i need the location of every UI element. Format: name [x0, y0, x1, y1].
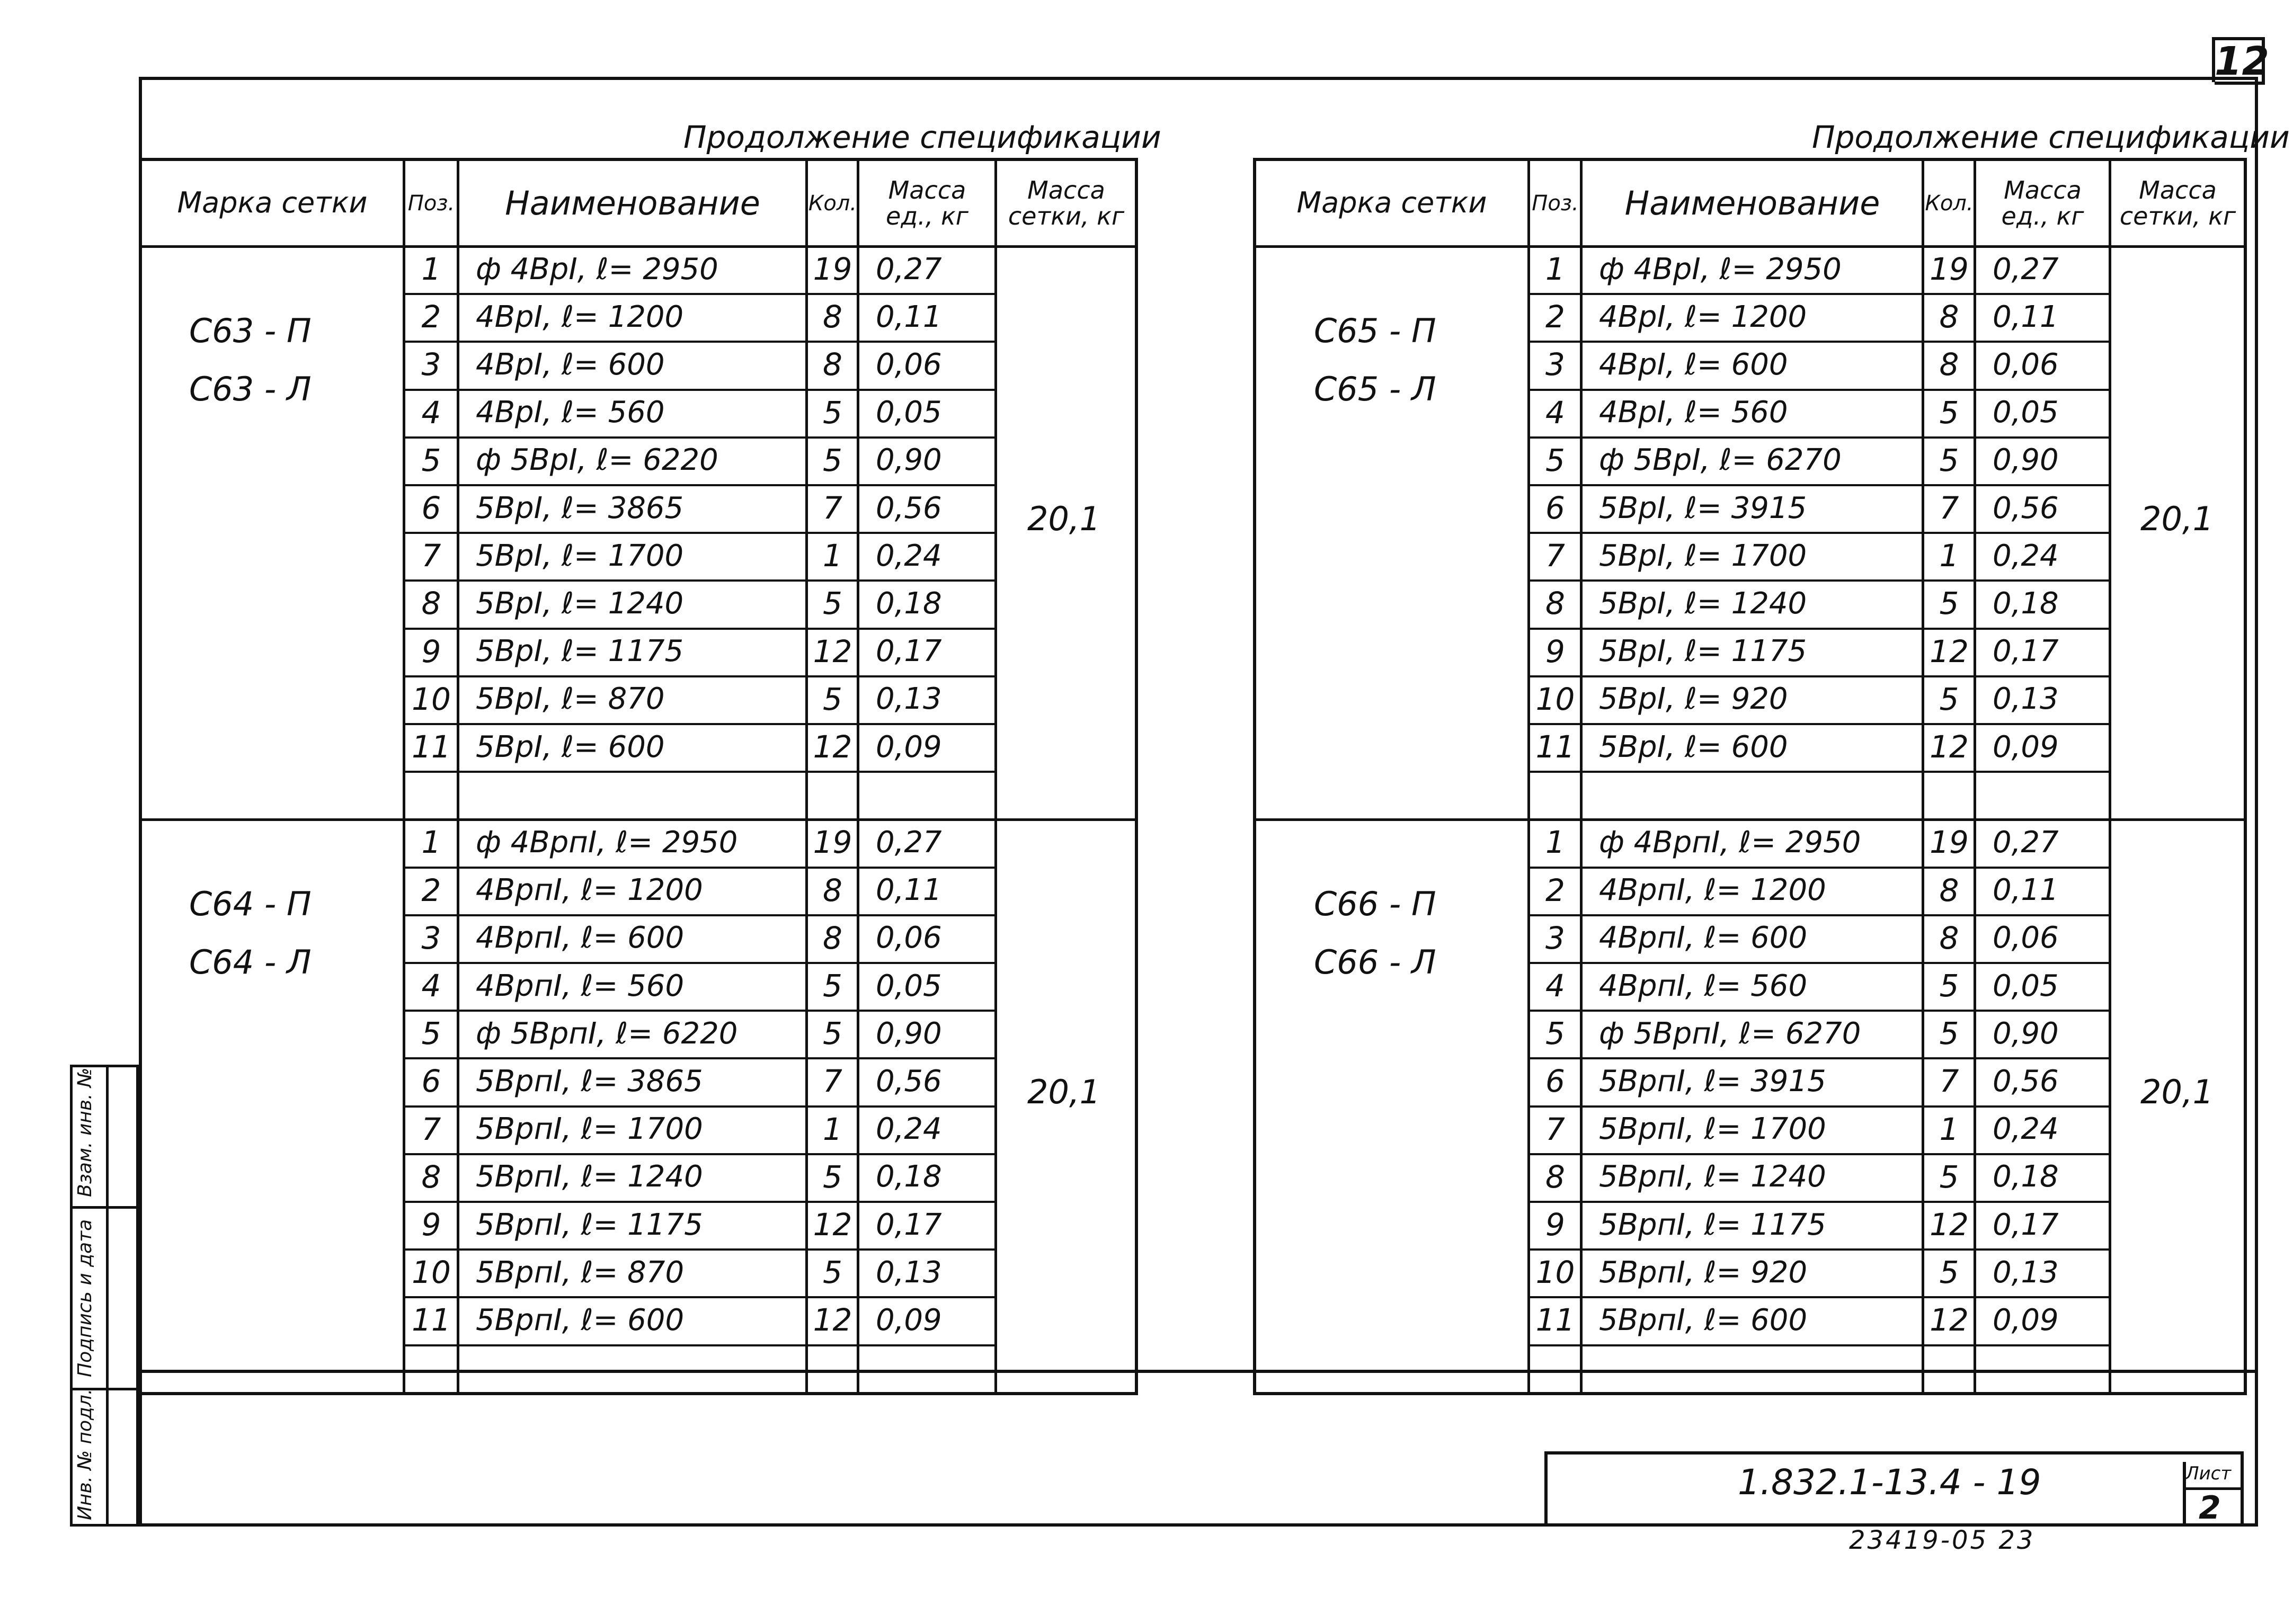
- cell-qty: 1: [1939, 538, 1959, 574]
- cell-mass: 0,13: [1993, 682, 2059, 717]
- cell-pos: [1531, 1344, 1580, 1392]
- cell-qty: 19: [813, 251, 852, 288]
- cell-name: ф 5ВрI, ℓ= 6270: [1599, 443, 1842, 478]
- cell-pos: 10: [1535, 1254, 1575, 1291]
- header-grid-mass: Масса сетки, кг: [1008, 176, 1125, 230]
- cell-qty: 5: [1939, 585, 1959, 622]
- cell-pos: 6: [1545, 490, 1565, 527]
- cell-qty: 8: [823, 299, 842, 335]
- header-pos: Поз.: [1532, 191, 1579, 216]
- column-divider: [1974, 158, 1976, 1392]
- title-block-sheet-number: 2: [2199, 1489, 2221, 1527]
- cell-pos: 4: [1545, 968, 1565, 1004]
- table-left-border: [139, 158, 142, 1395]
- cell-pos: 11: [412, 1302, 451, 1339]
- cell-mass: 0,17: [876, 1207, 942, 1242]
- cell-qty: 12: [813, 1302, 852, 1339]
- cell-pos: 9: [421, 633, 441, 670]
- cell-mass: 0,18: [1993, 1159, 2059, 1194]
- cell-qty: [808, 1344, 857, 1392]
- cell-name: 5ВрI, ℓ= 1175: [1599, 634, 1807, 669]
- cell-pos: 1: [1545, 251, 1565, 288]
- cell-name: [460, 1344, 805, 1392]
- cell-qty: 8: [823, 920, 842, 956]
- cell-qty: 5: [1939, 1158, 1959, 1195]
- cell-name: 5ВрпI, ℓ= 1175: [476, 1207, 703, 1242]
- cell-qty: 5: [1939, 442, 1959, 478]
- grid-total-mass: 20,1: [1027, 1073, 1101, 1112]
- column-divider: [1922, 158, 1924, 1392]
- cell-name: [1583, 1344, 1922, 1392]
- cell-mass: 0,06: [1993, 921, 2059, 956]
- cell-pos: 4: [421, 394, 441, 431]
- cell-pos: 2: [1545, 299, 1565, 335]
- cell-pos: 7: [1545, 538, 1565, 574]
- cell-mass: 0,18: [1993, 586, 2059, 621]
- cell-qty: 12: [1930, 633, 1969, 670]
- cell-mass: 0,13: [1993, 1255, 2059, 1290]
- cell-pos: 2: [1545, 872, 1565, 908]
- cell-pos: 10: [412, 681, 451, 717]
- cell-name: 5ВрI, ℓ= 1700: [476, 538, 684, 573]
- cell-qty: 12: [1930, 1207, 1969, 1243]
- cell-pos: 6: [421, 1063, 441, 1100]
- cell-name: 5ВрпI, ℓ= 600: [476, 1302, 685, 1337]
- cell-qty: 7: [823, 1063, 842, 1100]
- cell-pos: 5: [1545, 442, 1565, 478]
- cell-name: 4ВрI, ℓ= 1200: [1599, 299, 1807, 334]
- cell-name: [460, 771, 805, 818]
- cell-mass: 0,24: [876, 1112, 942, 1147]
- cell-name: 5ВрпI, ℓ= 1240: [476, 1159, 703, 1194]
- cell-qty: 5: [1939, 968, 1959, 1004]
- grid-mark: С65 - П: [1314, 311, 1436, 350]
- grid-mark: С66 - П: [1314, 885, 1436, 924]
- cell-name: 5ВрI, ℓ= 600: [1599, 729, 1788, 764]
- cell-name: ф 5ВрпI, ℓ= 6270: [1599, 1016, 1861, 1051]
- cell-name: 5ВрI, ℓ= 3865: [476, 490, 684, 525]
- cell-mass: 0,05: [1993, 968, 2059, 1003]
- cell-pos: 4: [421, 968, 441, 1004]
- cell-name: 4ВрпI, ℓ= 560: [1599, 968, 1808, 1003]
- cell-pos: 2: [421, 299, 441, 335]
- cell-name: 5ВрпI, ℓ= 3915: [1599, 1064, 1826, 1099]
- cell-name: 5ВрпI, ℓ= 920: [1599, 1255, 1808, 1290]
- cell-name: 5ВрI, ℓ= 1240: [476, 586, 684, 621]
- cell-pos: [406, 1344, 457, 1392]
- cell-name: 4ВрI, ℓ= 560: [1599, 395, 1788, 430]
- cell-qty: 19: [1930, 824, 1969, 861]
- cell-mass: 0,17: [1993, 1207, 2059, 1242]
- tables-bottom-rule: [139, 1370, 2258, 1373]
- cell-qty: 5: [823, 1015, 842, 1052]
- cell-mass: 0,06: [876, 347, 942, 382]
- header-name: Наименование: [505, 183, 760, 222]
- cell-pos: 7: [421, 1111, 441, 1147]
- cell-name: ф 5ВрI, ℓ= 6220: [476, 443, 718, 478]
- cell-pos: 1: [421, 824, 441, 861]
- grid-mark: С63 - Л: [189, 370, 312, 408]
- header-name: Наименование: [1624, 183, 1880, 222]
- left-table-caption: Продолжение спецификации: [683, 119, 1161, 155]
- cell-mass: 0,11: [876, 299, 942, 334]
- cell-pos: 7: [1545, 1111, 1565, 1147]
- cell-qty: 7: [1939, 1063, 1959, 1100]
- cell-qty: 8: [823, 872, 842, 908]
- cell-name: ф 4ВрI, ℓ= 2950: [476, 252, 718, 287]
- grid-total-mass: 20,1: [2140, 1073, 2214, 1112]
- cell-mass: 0,27: [876, 252, 942, 287]
- side-label-replacement: Взам. инв. №: [74, 1067, 96, 1197]
- cell-pos: 3: [1545, 920, 1565, 956]
- cell-name: 5ВрпI, ℓ= 1700: [476, 1112, 703, 1147]
- cell-qty: [1925, 771, 1974, 818]
- cell-mass: 0,56: [876, 1064, 942, 1099]
- cell-pos: 11: [412, 729, 451, 765]
- header-qty: Кол.: [808, 191, 857, 216]
- cell-pos: 8: [421, 585, 441, 622]
- cell-qty: 12: [813, 1207, 852, 1243]
- cell-mass: 0,90: [1993, 1016, 2059, 1051]
- cell-mass: 0,11: [1993, 873, 2059, 908]
- side-strip-divider: [106, 1065, 109, 1527]
- cell-name: 4ВрпI, ℓ= 1200: [476, 873, 703, 908]
- cell-mass: 0,24: [1993, 538, 2059, 573]
- header-grid-mass: Масса сетки, кг: [2119, 176, 2236, 230]
- cell-name: 4ВрпI, ℓ= 600: [1599, 921, 1808, 956]
- cell-qty: 5: [823, 1158, 842, 1195]
- cell-name: 4ВрпI, ℓ= 560: [476, 968, 685, 1003]
- cell-qty: 5: [823, 1254, 842, 1291]
- cell-pos: 6: [421, 490, 441, 527]
- cell-name: 5ВрI, ℓ= 3915: [1599, 490, 1807, 525]
- cell-mass: 0,18: [876, 586, 942, 621]
- cell-mass: 0,05: [1993, 395, 2059, 430]
- column-divider: [857, 158, 859, 1392]
- cell-name: 5ВрпI, ℓ= 3865: [476, 1064, 703, 1099]
- cell-qty: 8: [1939, 872, 1959, 908]
- cell-pos: 3: [421, 346, 441, 383]
- grid-mark: С66 - Л: [1314, 943, 1436, 982]
- cell-name: 5ВрпI, ℓ= 1700: [1599, 1112, 1826, 1147]
- cell-qty: 5: [1939, 1254, 1959, 1291]
- cell-qty: 8: [823, 346, 842, 383]
- cell-mass: 0,09: [876, 729, 942, 764]
- cell-mass: 0,05: [876, 968, 942, 1003]
- cell-pos: 3: [1545, 346, 1565, 383]
- cell-qty: 1: [823, 1111, 842, 1147]
- inventory-number: 23419-05 23: [1849, 1525, 2036, 1555]
- cell-qty: 8: [1939, 346, 1959, 383]
- table-right-border: [1135, 158, 1138, 1395]
- cell-mass: 0,11: [1993, 299, 2059, 334]
- side-strip-divider: [70, 1206, 139, 1209]
- cell-mass: 0,09: [876, 1302, 942, 1337]
- cell-name: 4ВрI, ℓ= 600: [1599, 347, 1788, 382]
- cell-qty: 7: [823, 490, 842, 527]
- cell-qty: 5: [823, 968, 842, 1004]
- grid-mark: С64 - Л: [189, 943, 312, 982]
- header-mark: Марка сетки: [1296, 186, 1487, 220]
- cell-pos: [1531, 771, 1580, 818]
- header-unit-mass: Масса ед., кг: [886, 176, 968, 230]
- column-divider: [457, 158, 459, 1392]
- cell-name: 5ВрI, ℓ= 1175: [476, 634, 684, 669]
- cell-name: 5ВрпI, ℓ= 1175: [1599, 1207, 1826, 1242]
- cell-qty: 8: [1939, 299, 1959, 335]
- cell-pos: 3: [421, 920, 441, 956]
- cell-name: [1583, 771, 1922, 818]
- right-table-caption: Продолжение спецификации: [1812, 119, 2290, 155]
- document-code: 1.832.1-13.4 - 19: [1738, 1462, 2041, 1503]
- cell-name: 4ВрI, ℓ= 560: [476, 395, 665, 430]
- column-divider: [1580, 158, 1583, 1392]
- cell-mass: 0,06: [1993, 347, 2059, 382]
- cell-pos: 10: [1535, 681, 1575, 717]
- cell-mass: 0,06: [876, 921, 942, 956]
- cell-mass: 0,27: [1993, 825, 2059, 860]
- cell-pos: 10: [412, 1254, 451, 1291]
- header-mark: Марка сетки: [177, 186, 368, 220]
- cell-mass: 0,17: [876, 634, 942, 669]
- column-divider: [2109, 158, 2111, 1392]
- cell-mass: 0,09: [1993, 1302, 2059, 1337]
- cell-name: 5ВрпI, ℓ= 1240: [1599, 1159, 1826, 1194]
- cell-name: 4ВрпI, ℓ= 600: [476, 921, 685, 956]
- cell-pos: [406, 771, 457, 818]
- cell-name: 4ВрI, ℓ= 600: [476, 347, 665, 382]
- cell-mass: [1977, 771, 2109, 818]
- cell-mass: 0,09: [1993, 729, 2059, 764]
- cell-qty: 5: [823, 442, 842, 478]
- header-qty: Кол.: [1925, 191, 1974, 216]
- cell-pos: 2: [421, 872, 441, 908]
- cell-qty: 12: [1930, 1302, 1969, 1339]
- cell-pos: 9: [1545, 633, 1565, 670]
- cell-qty: 19: [1930, 251, 1969, 288]
- cell-pos: 1: [1545, 824, 1565, 861]
- column-divider: [403, 158, 405, 1392]
- cell-pos: 11: [1535, 1302, 1575, 1339]
- cell-name: 5ВрI, ℓ= 600: [476, 729, 665, 764]
- table-right-border: [2244, 158, 2247, 1395]
- cell-qty: 8: [1939, 920, 1959, 956]
- table-bottom-border: [1253, 1392, 2244, 1395]
- cell-pos: 11: [1535, 729, 1575, 765]
- cell-mass: 0,13: [876, 682, 942, 717]
- cell-qty: 5: [1939, 1015, 1959, 1052]
- column-divider: [994, 158, 997, 1392]
- cell-pos: 5: [421, 1015, 441, 1052]
- cell-mass: 0,05: [876, 395, 942, 430]
- cell-qty: 19: [813, 824, 852, 861]
- cell-pos: 8: [1545, 585, 1565, 622]
- cell-qty: 5: [1939, 394, 1959, 431]
- cell-mass: [860, 1344, 994, 1392]
- cell-name: 4ВрI, ℓ= 1200: [476, 299, 684, 334]
- table-bottom-border: [139, 1392, 1135, 1395]
- cell-qty: 5: [823, 681, 842, 717]
- cell-name: 5ВрI, ℓ= 1700: [1599, 538, 1807, 573]
- cell-pos: 7: [421, 538, 441, 574]
- cell-name: ф 4ВрпI, ℓ= 2950: [1599, 825, 1861, 860]
- cell-pos: 9: [1545, 1207, 1565, 1243]
- cell-qty: 12: [813, 729, 852, 765]
- cell-mass: 0,24: [876, 538, 942, 573]
- cell-name: 5ВрI, ℓ= 870: [476, 682, 665, 717]
- cell-name: 5ВрI, ℓ= 1240: [1599, 586, 1807, 621]
- cell-qty: 5: [823, 585, 842, 622]
- cell-mass: 0,18: [876, 1159, 942, 1194]
- title-block-sheet-label: Лист: [2185, 1463, 2232, 1484]
- sheet-number: 12: [2215, 37, 2265, 85]
- cell-qty: 5: [1939, 681, 1959, 717]
- header-pos: Поз.: [407, 191, 455, 216]
- cell-qty: 5: [823, 394, 842, 431]
- cell-mass: 0,90: [1993, 443, 2059, 478]
- cell-mass: 0,24: [1993, 1112, 2059, 1147]
- cell-mass: 0,90: [876, 443, 942, 478]
- cell-mass: 0,90: [876, 1016, 942, 1051]
- cell-mass: 0,56: [876, 490, 942, 525]
- cell-mass: 0,56: [1993, 1064, 2059, 1099]
- cell-name: 4ВрпI, ℓ= 1200: [1599, 873, 1826, 908]
- cell-pos: 5: [1545, 1015, 1565, 1052]
- cell-qty: [1925, 1344, 1974, 1392]
- cell-qty: 12: [1930, 729, 1969, 765]
- header-unit-mass: Масса ед., кг: [2001, 176, 2084, 230]
- cell-mass: 0,27: [1993, 252, 2059, 287]
- cell-qty: 12: [813, 633, 852, 670]
- cell-mass: [1977, 1344, 2109, 1392]
- grid-mark: С65 - Л: [1314, 370, 1436, 408]
- cell-mass: [860, 771, 994, 818]
- cell-mass: 0,11: [876, 873, 942, 908]
- cell-name: ф 4ВрI, ℓ= 2950: [1599, 252, 1842, 287]
- grid-total-mass: 20,1: [2140, 499, 2214, 538]
- cell-name: ф 5ВрпI, ℓ= 6220: [476, 1016, 738, 1051]
- cell-qty: [808, 771, 857, 818]
- column-divider: [805, 158, 808, 1392]
- cell-pos: 5: [421, 442, 441, 478]
- cell-pos: 8: [1545, 1158, 1565, 1195]
- grid-total-mass: 20,1: [1027, 499, 1101, 538]
- cell-mass: 0,13: [876, 1255, 942, 1290]
- cell-pos: 9: [421, 1207, 441, 1243]
- cell-pos: 1: [421, 251, 441, 288]
- cell-name: 5ВрI, ℓ= 920: [1599, 682, 1788, 717]
- cell-pos: 6: [1545, 1063, 1565, 1100]
- cell-qty: 1: [823, 538, 842, 574]
- cell-mass: 0,17: [1993, 634, 2059, 669]
- grid-mark: С64 - П: [189, 885, 312, 924]
- column-divider: [1527, 158, 1530, 1392]
- cell-qty: 7: [1939, 490, 1959, 527]
- cell-qty: 1: [1939, 1111, 1959, 1147]
- side-label-inventory: Инв. № подл.: [74, 1388, 96, 1520]
- cell-name: ф 4ВрпI, ℓ= 2950: [476, 825, 738, 860]
- cell-name: 5ВрпI, ℓ= 600: [1599, 1302, 1808, 1337]
- cell-mass: 0,56: [1993, 490, 2059, 525]
- cell-name: 5ВрпI, ℓ= 870: [476, 1255, 685, 1290]
- side-label-signature: Подпись и дата: [74, 1219, 96, 1377]
- grid-mark: С63 - П: [189, 311, 312, 350]
- cell-pos: 4: [1545, 394, 1565, 431]
- table-left-border: [1253, 158, 1256, 1395]
- cell-pos: 8: [421, 1158, 441, 1195]
- cell-mass: 0,27: [876, 825, 942, 860]
